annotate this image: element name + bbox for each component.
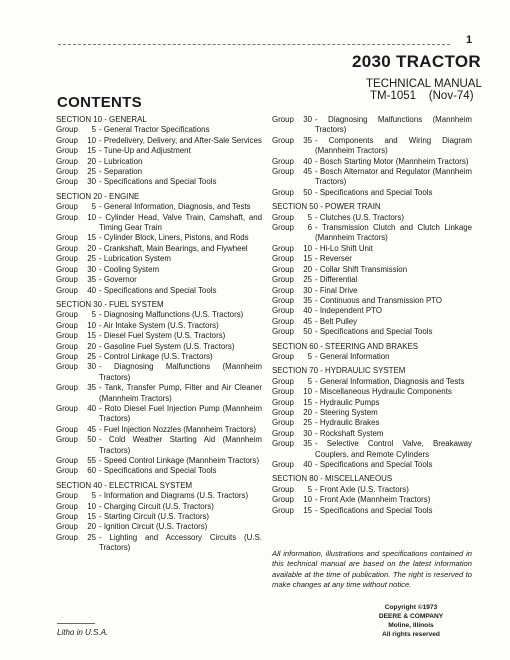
group-description: - Predelivery, Delivery, and After-Sale Services	[99, 135, 262, 145]
group-entry	[56, 244, 262, 254]
group-label: Group	[56, 341, 78, 351]
group-description: - Bosch Alternator and Regulator (Mannheim Tractors)	[315, 167, 472, 187]
group-entry	[56, 435, 262, 456]
group-label: Group	[56, 331, 78, 341]
group-entry	[56, 425, 262, 435]
group-number: 5	[307, 351, 312, 361]
group-entry	[272, 460, 472, 470]
group-number: 50	[87, 435, 96, 445]
top-rule	[58, 44, 450, 45]
group-entry	[272, 439, 472, 460]
group-number: 35	[303, 439, 312, 449]
group-label: Group	[272, 254, 294, 264]
group-label: Group	[272, 505, 294, 515]
group-label: Group	[56, 212, 78, 222]
section-title: SECTION 10 - GENERAL	[56, 115, 147, 124]
group-description: - Ignition Circuit (U.S. Tractors)	[99, 522, 208, 532]
group-number: 35	[87, 383, 96, 393]
group-label: Group	[272, 387, 294, 397]
group-number: 40	[303, 306, 312, 316]
contents-section	[272, 115, 472, 198]
group-description: - Rockshaft System	[315, 428, 384, 438]
group-number: 40	[303, 460, 312, 469]
group-label: Group	[272, 407, 294, 417]
group-label: Group	[272, 418, 294, 428]
group-entry	[56, 404, 262, 425]
group-description: - Independent PTO	[315, 306, 382, 316]
rights-line: All rights reserved	[382, 631, 440, 638]
group-label: Group	[272, 439, 294, 449]
section-title: SECTION 20 - ENGINE	[56, 191, 140, 201]
group-description: - Gasoline Fuel System (U.S. Tractors)	[99, 341, 235, 351]
group-label: Group	[272, 135, 294, 145]
group-description: - Cooling System	[99, 264, 160, 274]
group-entry	[56, 136, 262, 146]
group-entry	[272, 286, 472, 296]
group-description: - Specifications and Special Tools	[315, 187, 433, 197]
group-label: Group	[272, 460, 294, 469]
group-number: 10	[87, 501, 96, 511]
contents-right-column	[272, 115, 472, 520]
copyright-line: Copyright ©1973	[384, 604, 438, 611]
group-description: - Crankshaft, Main Bearings, and Flywheel	[99, 243, 248, 253]
group-label: Group	[56, 351, 78, 361]
group-description: - Steering System	[315, 407, 378, 417]
group-entry	[272, 296, 472, 306]
group-entry	[272, 167, 472, 188]
group-number: 35	[303, 295, 312, 305]
group-label: Group	[56, 522, 78, 532]
document-title: 2030 TRACTOR	[352, 52, 481, 71]
group-description: - Selective Control Valve, Breakaway Couplers, and Remote Cylinders	[315, 439, 472, 459]
group-entry	[56, 265, 262, 275]
group-number: 40	[87, 403, 96, 413]
group-description: - General Information, Diagnosis and Tests	[315, 376, 465, 386]
group-number: 6	[307, 223, 312, 233]
group-description: - Information and Diagrams (U.S. Tractors)	[99, 491, 249, 501]
group-number: 20	[87, 341, 96, 351]
group-label: Group	[272, 115, 294, 124]
group-label: Group	[272, 285, 294, 295]
group-label: Group	[56, 512, 78, 522]
group-number: 5	[91, 202, 96, 212]
group-description: - Control Linkage (U.S. Tractors)	[99, 351, 213, 361]
group-entry	[56, 352, 262, 362]
group-description: - Diagnosing Malfunctions (U.S. Tractors)	[99, 310, 244, 320]
group-description: - Cylinder Block, Liners, Pistons, and Rods	[99, 233, 249, 243]
group-description: - Transmission Clutch and Clutch Linkage (Mannheim Tractors)	[315, 223, 472, 243]
group-label: Group	[272, 167, 294, 177]
group-entry	[272, 506, 472, 516]
group-number: 10	[87, 320, 96, 330]
group-description: - Bosch Starting Motor (Mannheim Tractors)	[315, 156, 469, 166]
group-entry	[56, 125, 262, 135]
group-description: - Specifications and Special Tools	[99, 466, 217, 476]
litho-note: Litho in U.S.A.	[57, 628, 109, 637]
group-entry	[56, 157, 262, 167]
group-label: Group	[272, 397, 294, 407]
group-number: 50	[303, 187, 312, 197]
group-entry	[272, 265, 472, 275]
group-number: 25	[87, 351, 96, 361]
group-description: - Hi-Lo Shift Unit	[315, 243, 373, 253]
group-label: Group	[56, 264, 78, 274]
group-number: 5	[307, 212, 312, 222]
section-title: SECTION 50 - POWER TRAIN	[272, 202, 381, 212]
group-number: 30	[87, 177, 96, 187]
group-label: Group	[56, 285, 78, 295]
group-number: 10	[303, 243, 312, 253]
page-number: 1	[466, 34, 473, 46]
group-description: - Speed Control Linkage (Mannheim Tractors)	[99, 456, 260, 465]
group-description: - Air Intake System (U.S. Tractors)	[99, 320, 219, 330]
contents-section	[56, 115, 262, 188]
contents-section	[272, 202, 472, 337]
group-label: Group	[272, 275, 294, 285]
group-description: - General Information	[315, 351, 390, 361]
group-entry	[272, 317, 472, 327]
group-label: Group	[272, 243, 294, 253]
section-title: SECTION 60 - STEERING AND BRAKES	[272, 341, 419, 351]
section-title: SECTION 40 - ELECTRICAL SYSTEM	[56, 480, 193, 490]
section-title: SECTION 30 - FUEL SYSTEM	[56, 299, 164, 309]
group-label: Group	[272, 495, 294, 505]
group-entry	[56, 202, 262, 212]
group-number: 55	[87, 456, 96, 465]
group-number: 30	[87, 362, 96, 372]
group-label: Group	[56, 435, 78, 445]
group-label: Group	[56, 177, 78, 187]
group-number: 30	[303, 285, 312, 295]
group-description: - Specifications and Special Tools	[315, 327, 433, 337]
group-label: Group	[56, 146, 78, 156]
group-description: - Belt Pulley	[315, 316, 358, 326]
group-number: 10	[87, 212, 96, 222]
group-entry	[56, 502, 262, 512]
group-entry	[56, 362, 262, 383]
group-description: - Hydraulic Brakes	[315, 418, 380, 428]
group-number: 30	[303, 115, 312, 124]
group-description: - Front Axle (Mannheim Tractors)	[315, 495, 431, 505]
group-entry	[56, 456, 262, 466]
group-number: 40	[87, 285, 96, 295]
contents-section	[272, 366, 472, 470]
group-number: 25	[87, 532, 96, 542]
group-number: 15	[303, 254, 312, 264]
group-label: Group	[56, 424, 78, 434]
group-number: 5	[307, 484, 312, 494]
group-number: 45	[87, 424, 96, 434]
contents-left-column	[56, 115, 262, 558]
group-entry	[272, 398, 472, 408]
group-entry	[272, 306, 472, 316]
group-number: 25	[87, 254, 96, 264]
group-description: - Tank, Transfer Pump, Filter and Air Cleaner (Mannheim Tractors)	[99, 383, 262, 403]
company-location: Moline, Illinois	[388, 622, 434, 629]
group-entry	[272, 254, 472, 264]
group-entry	[56, 286, 262, 296]
group-description: - Diagnosing Malfunctions (Mannheim Tractors)	[99, 362, 262, 382]
group-label: Group	[272, 295, 294, 305]
group-description: - Specifications and Special Tools	[99, 285, 217, 295]
group-number: 15	[303, 397, 312, 407]
group-number: 15	[87, 512, 96, 522]
group-number: 15	[303, 505, 312, 515]
group-entry	[272, 327, 472, 337]
group-label: Group	[56, 135, 78, 145]
group-number: 5	[91, 125, 96, 135]
group-entry	[272, 377, 472, 387]
group-label: Group	[56, 233, 78, 243]
group-number: 20	[87, 522, 96, 532]
contents-section	[272, 342, 472, 363]
group-number: 30	[303, 428, 312, 438]
group-description: - Front Axle (U.S. Tractors)	[315, 484, 409, 494]
group-description: - Diesel Fuel System (U.S. Tractors)	[99, 331, 226, 341]
group-number: 25	[87, 167, 96, 177]
group-description: - Governor	[99, 275, 137, 285]
group-label: Group	[56, 243, 78, 253]
group-entry	[56, 167, 262, 177]
group-label: Group	[272, 223, 294, 233]
group-label: Group	[56, 466, 78, 476]
group-entry	[272, 418, 472, 428]
group-entry	[272, 352, 472, 362]
group-description: - Tune-Up and Adjustment	[99, 146, 191, 156]
group-entry	[272, 115, 472, 136]
group-entry	[272, 429, 472, 439]
group-description: - Components and Wiring Diagram (Mannheim Tractors)	[315, 135, 472, 156]
contents-section	[56, 192, 262, 296]
group-entry	[56, 533, 262, 554]
group-entry	[56, 522, 262, 532]
group-label: Group	[56, 456, 78, 465]
group-label: Group	[56, 320, 78, 330]
group-number: 50	[303, 327, 312, 337]
group-number: 20	[303, 264, 312, 274]
group-description: - Fuel Injection Nozzles (Mannheim Tractors)	[99, 424, 256, 434]
group-description: - Miscellaneous Hydraulic Components	[315, 387, 452, 397]
group-number: 5	[91, 491, 96, 501]
group-number: 10	[303, 387, 312, 397]
manual-number: TM-1051 (Nov-74)	[370, 90, 474, 102]
group-description: - Specifications and Special Tools	[315, 505, 433, 515]
group-number: 20	[303, 407, 312, 417]
group-entry	[56, 466, 262, 476]
group-label: Group	[56, 403, 78, 413]
group-entry	[272, 136, 472, 157]
group-entry	[272, 275, 472, 285]
group-label: Group	[56, 202, 78, 212]
group-entry	[56, 342, 262, 352]
group-number: 45	[303, 167, 312, 177]
group-description: - Specifications and Special Tools	[99, 177, 217, 187]
group-description: - Differential	[315, 275, 358, 285]
company-name: DEERE & COMPANY	[378, 613, 444, 620]
group-label: Group	[56, 383, 78, 393]
group-description: - Cold Weather Starting Aid (Mannheim Tractors)	[99, 435, 262, 455]
group-description: - Separation	[99, 167, 142, 177]
group-label: Group	[272, 428, 294, 438]
section-title: SECTION 80 - MISCELLANEOUS	[272, 474, 393, 484]
group-description: - Lighting and Accessory Circuits (U.S. Tractors)	[99, 532, 262, 553]
group-label: Group	[272, 187, 294, 197]
group-number: 10	[303, 495, 312, 505]
group-number: 20	[87, 156, 96, 166]
group-description: - Final Drive	[315, 285, 358, 295]
group-number: 5	[91, 310, 96, 320]
group-label: Group	[56, 167, 78, 177]
group-label: Group	[56, 254, 78, 264]
group-label: Group	[272, 212, 294, 222]
group-description: - General Information, Diagnosis, and Tests	[99, 202, 251, 212]
group-label: Group	[56, 362, 78, 372]
group-entry	[56, 275, 262, 285]
group-number: 35	[303, 135, 312, 145]
group-label: Group	[56, 532, 78, 542]
group-entry	[272, 157, 472, 167]
group-number: 10	[87, 135, 96, 145]
group-number: 35	[87, 275, 96, 285]
contents-heading: CONTENTS	[57, 94, 142, 111]
group-description: - Specifications and Special Tools	[315, 460, 433, 469]
group-entry	[272, 213, 472, 223]
group-label: Group	[56, 156, 78, 166]
group-entry	[56, 213, 262, 234]
contents-section	[56, 481, 262, 554]
section-title: SECTION 70 - HYDRAULIC SYSTEM	[272, 366, 406, 376]
group-label: Group	[272, 484, 294, 494]
group-description: - Collar Shift Transmission	[315, 264, 408, 274]
group-entry	[56, 146, 262, 156]
contents-section	[272, 474, 472, 516]
group-entry	[56, 512, 262, 522]
group-label: Group	[56, 501, 78, 511]
group-entry	[56, 310, 262, 320]
group-entry	[56, 233, 262, 243]
group-description: - Charging Circuit (U.S. Tractors)	[99, 501, 214, 511]
group-label: Group	[272, 316, 294, 326]
group-entry	[272, 387, 472, 397]
group-description: - Lubrication	[99, 156, 143, 166]
group-entry	[56, 331, 262, 341]
notice-text: All information, illustrations and specifications contained in this technical manual are based on the latest information available at the time of publication. The right is reserved to make changes at any time without notice.	[272, 549, 472, 589]
group-number: 45	[303, 316, 312, 326]
footer-rule	[57, 623, 95, 624]
contents-section	[56, 300, 262, 477]
group-label: Group	[272, 306, 294, 316]
group-label: Group	[272, 264, 294, 274]
group-description: - Roto Diesel Fuel Injection Pump (Mannheim Tractors)	[99, 403, 262, 424]
group-entry	[56, 491, 262, 501]
group-entry	[272, 223, 472, 244]
group-number: 15	[87, 146, 96, 156]
group-entry	[56, 321, 262, 331]
group-label: Group	[56, 491, 78, 501]
group-number: 20	[87, 243, 96, 253]
group-number: 30	[87, 264, 96, 274]
group-entry	[272, 188, 472, 198]
group-label: Group	[56, 310, 78, 320]
group-description: - General Tractor Specifications	[99, 125, 210, 135]
group-entry	[272, 485, 472, 495]
group-description: - Starting Circuit (U.S. Tractors)	[99, 512, 210, 522]
group-entry	[56, 177, 262, 187]
group-description: - Hydraulic Pumps	[315, 397, 380, 407]
group-number: 15	[87, 233, 96, 243]
group-description: - Lubrication System	[99, 254, 171, 264]
group-label: Group	[272, 156, 294, 166]
group-description: - Continuous and Transmission PTO	[315, 295, 443, 305]
group-number: 40	[303, 156, 312, 166]
group-description: - Reverser	[315, 254, 352, 264]
group-description: - Clutches (U.S. Tractors)	[315, 212, 405, 222]
group-description: - Diagnosing Malfunctions (Mannheim Tractors)	[315, 115, 472, 135]
group-number: 60	[87, 466, 96, 476]
group-number: 5	[307, 376, 312, 386]
copyright-block	[366, 603, 456, 639]
group-number: 25	[303, 418, 312, 428]
group-entry	[56, 254, 262, 264]
group-entry	[272, 244, 472, 254]
group-label: Group	[272, 327, 294, 337]
group-label: Group	[272, 376, 294, 386]
group-label: Group	[56, 275, 78, 285]
group-number: 15	[87, 331, 96, 341]
group-entry	[56, 383, 262, 404]
manual-label: TECHNICAL MANUAL	[366, 78, 482, 90]
group-entry	[272, 408, 472, 418]
group-number: 25	[303, 275, 312, 285]
group-label: Group	[272, 351, 294, 361]
group-entry	[272, 495, 472, 505]
group-description: - Cylinder Head, Valve Train, Camshaft, and Timing Gear Train	[99, 212, 262, 233]
group-label: Group	[56, 125, 78, 135]
